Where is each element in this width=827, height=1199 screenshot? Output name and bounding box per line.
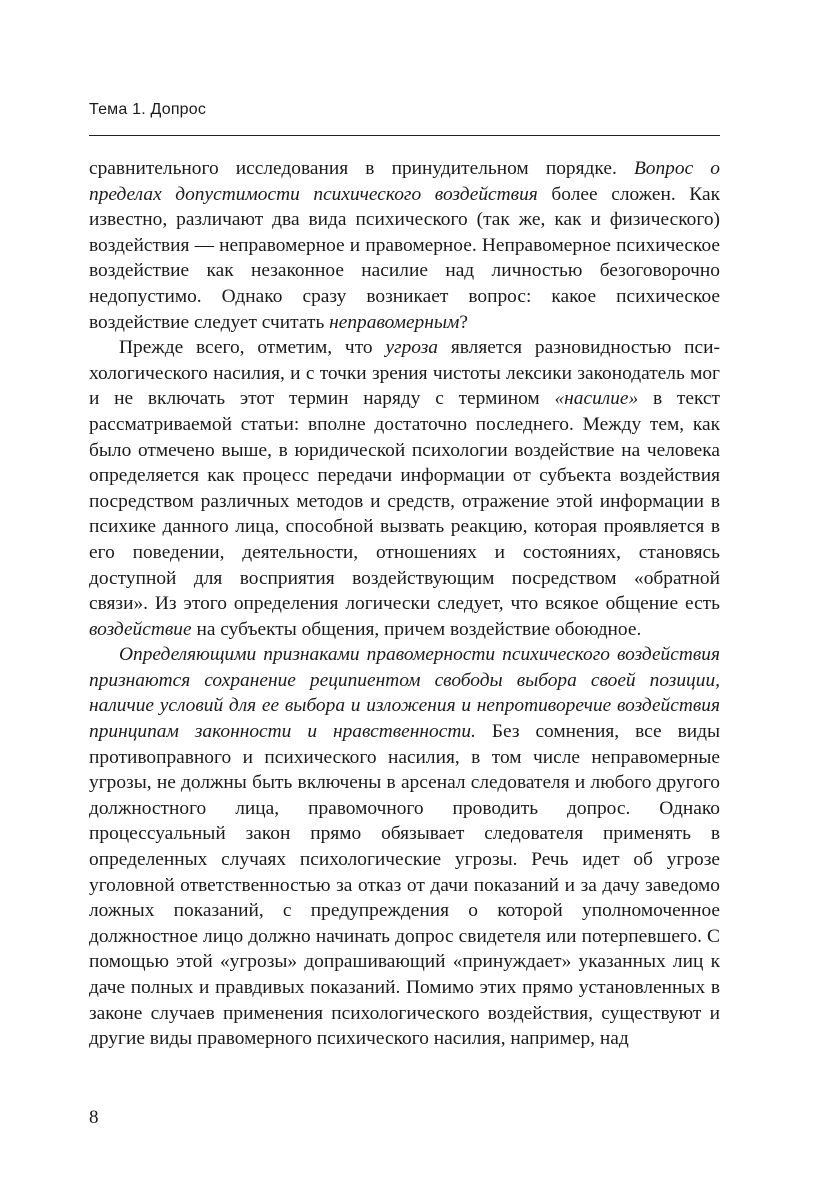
text-run: в текст рассматриваемой статьи: вполне достаточно последнего. Между тем, как было отмечено выше, в юридической психологии воздействие на человека определяется как процесс передачи информации от субъекта воздействия посредством различных методов и средств, отражение этой информации в психике данного лица, способной вызвать реакцию, которая проявляется в его поведении, деятельности, отношениях и состояниях, становясь доступной для восприятия воздействующим посредством «обратной связи». Из этого определения логически следует, что всякое общение есть xyxy=(89,388,720,615)
paragraph-1 xyxy=(89,156,720,335)
italic-run: неправомерным xyxy=(329,311,460,333)
italic-run: «насилие» xyxy=(554,388,639,410)
paragraph-2 xyxy=(89,335,720,642)
text-run: Прежде всего, отметим, что xyxy=(119,337,386,359)
italic-run: воздействие xyxy=(89,618,192,640)
header-rule xyxy=(89,135,720,136)
paragraph-3 xyxy=(89,642,720,1052)
italic-run: угроза xyxy=(385,337,439,359)
italic-run: Определяющими признаками правомерности психического воздействия признаются сохранение реципиентом свободы выбора своей позиции, наличие условий для ее выбора и изложения и непротиворечие воздействия принципам законности и нравственности. xyxy=(89,644,720,743)
body-text xyxy=(89,156,720,1052)
running-head: Тема 1. Допрос xyxy=(89,101,207,118)
page-number: 8 xyxy=(89,1107,99,1128)
text-run: является разновидностью психологического насилия, и с точки зрения чистоты лексики законодатель мог и не включать этот термин наряду с термином xyxy=(89,337,720,410)
text-run: ? xyxy=(459,311,468,333)
text-run: сравнительного исследования в принудительном порядке. xyxy=(89,158,634,179)
text-run: Без сомнения, все виды противоправного и психического насилия, в том числе неправомерные угрозы, не должны быть включены в арсенал следователя и любого другого должностного лица, правомочного проводить допрос. Однако процессуальный закон прямо обязывает следователя применять в определенных случаях психологические угрозы. Речь идет об угрозе уголовной ответственностью за отказ от дачи показаний и за дачу заведомо ложных показаний, с предупреждения о которой уполномоченное должностное лицо должно начинать допрос свидетеля или потерпевшего. С помощью этой «угрозы» допрашивающий «принуждает» указанных лиц к даче полных и правдивых показаний. Помимо этих прямо установленных в законе случаев применения психологического воздействия, существуют и другие виды правомерного психического насилия, например, над xyxy=(89,721,720,1050)
text-run: на субъекты общения, причем воздействие обоюдное. xyxy=(191,618,642,640)
italic-run: Вопрос о пределах допустимости психического воздействия xyxy=(89,158,721,205)
text-run: более сложен. Как известно, различают два вида психического (так же, как и физического) воздействия — неправомерное и правомерное. Неправомерное психическое воздействие как незаконное насилие над личностью безоговорочно недопустимо. Однако сразу возникает вопрос: какое психическое воздействие следует считать xyxy=(89,183,720,333)
